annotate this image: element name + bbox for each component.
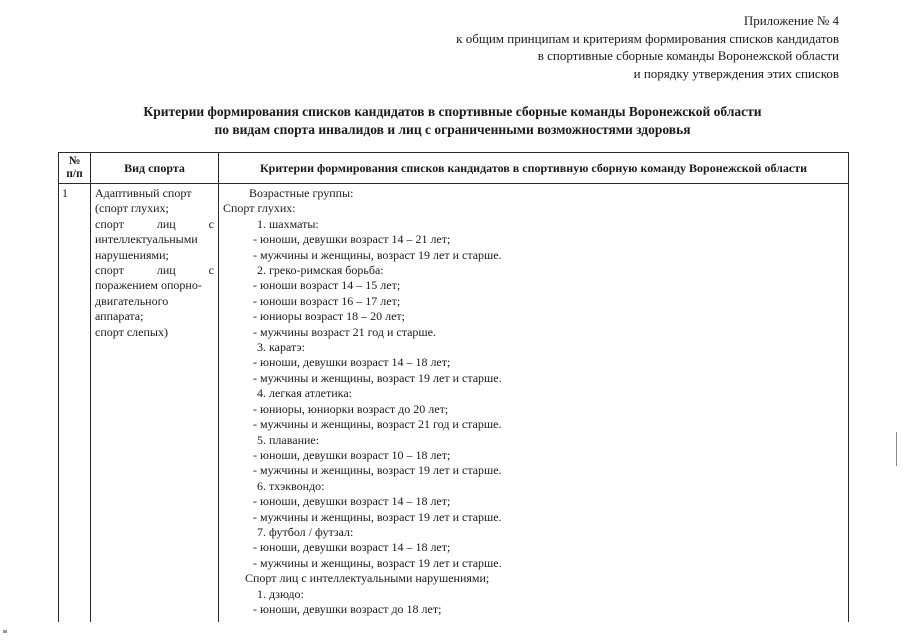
sport-word: спорт <box>95 216 124 231</box>
criteria-line: - юноши, девушки возраст до 18 лет; <box>253 601 442 616</box>
criteria-line: - юноши возраст 14 – 15 лет; <box>253 278 401 293</box>
sport-word: поражением опорно- <box>95 278 202 293</box>
appendix-line: Приложение № 4 <box>743 13 839 28</box>
header-number <box>59 153 91 184</box>
sport-word: интеллектуальными <box>95 232 198 247</box>
criteria-line: - мужчины и женщины, возраст 21 год и старше. <box>253 417 502 432</box>
criteria-line: 1. шахматы: <box>257 216 319 231</box>
criteria-line: - юноши, девушки возраст 14 – 18 лет; <box>253 540 451 555</box>
sport-word: нарушениями; <box>95 247 169 262</box>
sport-line <box>95 278 214 293</box>
sport-cell <box>91 184 219 623</box>
sport-line <box>95 217 214 232</box>
criteria-line: 4. легкая атлетика: <box>257 386 352 401</box>
criteria-line: - юноши, девушки возраст 14 – 21 лет; <box>253 232 451 247</box>
sport-word: аппарата; <box>95 309 144 324</box>
sport-line <box>95 263 214 278</box>
sport-word: двигательного <box>95 293 169 308</box>
criteria-line: - юноши, девушки возраст 10 – 18 лет; <box>253 447 451 462</box>
appendix-header <box>456 12 839 82</box>
scan-corner-mark <box>3 630 7 633</box>
criteria-line: Спорт глухих: <box>223 201 296 216</box>
criteria-line: - мужчины и женщины, возраст 19 лет и старше. <box>253 509 502 524</box>
criteria-line: - мужчины и женщины, возраст 19 лет и старше. <box>253 463 502 478</box>
header-sport: Вид спорта <box>91 153 219 184</box>
criteria-line: - юниоры, юниорки возраст до 20 лет; <box>253 401 449 416</box>
table-header-row <box>59 153 849 184</box>
sport-word: спорт слепых) <box>95 324 168 339</box>
sport-word: лиц <box>156 216 176 231</box>
sport-word: (спорт глухих; <box>95 201 169 216</box>
sport-line <box>95 309 214 324</box>
criteria-line: - мужчины и женщины, возраст 19 лет и старше. <box>253 555 502 570</box>
criteria-line: - юноши возраст 16 – 17 лет; <box>253 293 401 308</box>
header-number-abbrev: п/п <box>66 168 83 180</box>
criteria-line: 3. каратэ: <box>257 340 306 355</box>
sport-line <box>95 248 214 263</box>
table-row <box>59 184 849 623</box>
title-line: Критерии формирования списков кандидатов в спортивные сборные команды Воронежской области <box>143 104 762 119</box>
appendix-line: в спортивные сборные команды Воронежской области <box>537 48 839 63</box>
criteria-line: 6. тхэквондо: <box>257 478 325 493</box>
criteria-line: - мужчины возраст 21 год и старше. <box>253 324 436 339</box>
criteria-line: 5. плавание: <box>257 432 320 447</box>
criteria-line: Спорт лиц с интеллектуальными нарушениями; <box>245 571 490 586</box>
criteria-line: - юниоры возраст 18 – 20 лет; <box>253 309 405 324</box>
criteria-cell <box>219 184 849 623</box>
sport-line <box>95 186 214 201</box>
sport-word: лиц <box>156 263 176 278</box>
sport-line <box>95 325 214 340</box>
header-number-sign: № <box>68 155 81 167</box>
criteria-line: 2. греко-римская борьба: <box>257 263 384 278</box>
document-title <box>0 103 905 139</box>
appendix-line: к общим принципам и критериям формирования списков кандидатов <box>456 30 839 46</box>
criteria-line: Возрастные группы: <box>249 186 354 200</box>
appendix-line: и порядку утверждения этих списков <box>633 65 839 81</box>
criteria-line: - мужчины и женщины, возраст 19 лет и старше. <box>253 370 502 385</box>
sport-line <box>95 232 214 247</box>
criteria-table <box>58 152 849 622</box>
criteria-line: 7. футбол / футзал: <box>257 524 354 539</box>
criteria-line: 1. дзюдо: <box>257 586 304 601</box>
sport-word: с <box>208 263 214 278</box>
scan-margin-mark <box>896 432 897 466</box>
sport-line <box>95 294 214 309</box>
criteria-line: - мужчины и женщины, возраст 19 лет и старше. <box>253 247 502 262</box>
sport-word: с <box>208 216 214 231</box>
sport-word: спорт <box>95 263 124 278</box>
sport-line <box>95 201 214 216</box>
sport-word: Адаптивный спорт <box>95 186 192 200</box>
header-criteria: Критерии формирования списков кандидатов в спортивную сборную команду Воронежской области <box>219 153 849 184</box>
title-line: по видам спорта инвалидов и лиц с ограниченными возможностями здоровья <box>214 122 691 137</box>
criteria-line: - юноши, девушки возраст 14 – 18 лет; <box>253 494 451 509</box>
row-number: 1 <box>59 184 91 623</box>
criteria-line: - юноши, девушки возраст 14 – 18 лет; <box>253 355 451 370</box>
